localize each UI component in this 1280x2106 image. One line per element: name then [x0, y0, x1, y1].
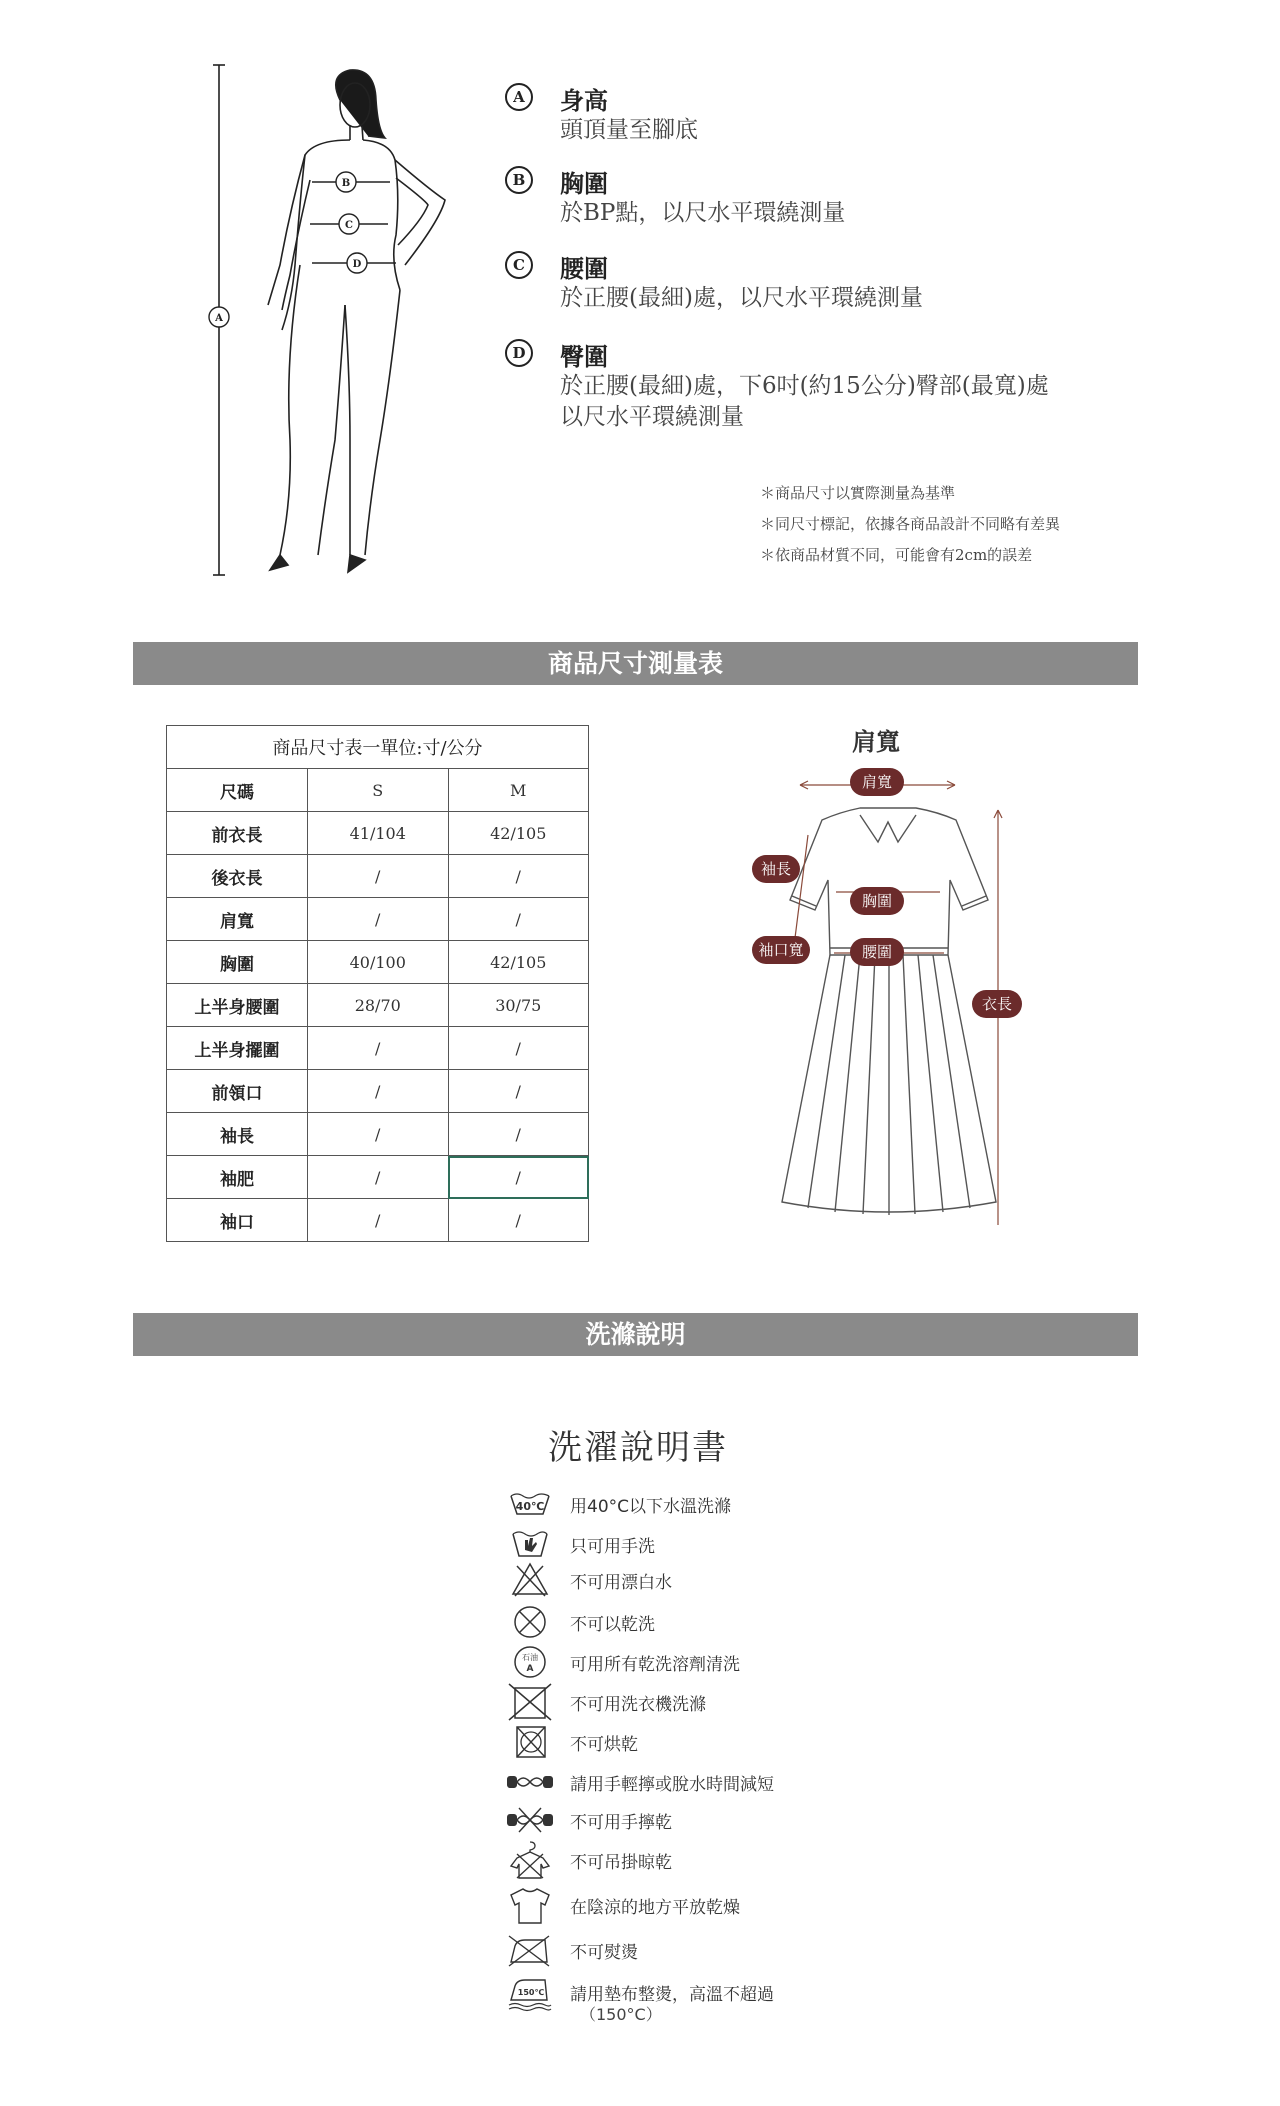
note-line: ＊同尺寸標記，依據各商品設計不同略有差異 [760, 515, 1061, 533]
figure-mark-c: C [345, 220, 353, 231]
care-text: 可用所有乾洗溶劑清洗 [570, 1655, 740, 1675]
care-item [505, 1642, 835, 1682]
cell-m: 42/105 [448, 812, 589, 855]
tag-chest: 胸圍 [850, 887, 904, 915]
no-bleach-icon [505, 1560, 555, 1600]
solvent-mark: 石油 [522, 1653, 538, 1662]
size-table-caption: 商品尺寸表一單位:寸/公分 [167, 726, 589, 769]
care-item [505, 1722, 835, 1762]
care-item [505, 1524, 835, 1564]
row-label: 袖肥 [167, 1156, 308, 1199]
cell-s: 40/100 [308, 941, 449, 984]
care-text: 不可熨燙 [570, 1943, 638, 1963]
care-text: 不可烘乾 [570, 1735, 638, 1755]
letter-marker: A [505, 83, 533, 111]
figure-mark-b: B [341, 178, 351, 189]
care-text: 請用手輕擰或脫水時間減短 [570, 1775, 774, 1795]
size-section-header: 商品尺寸測量表 [133, 642, 1138, 685]
dry-clean-solvent-icon [505, 1642, 555, 1682]
guide-item-title: 身高 [560, 86, 608, 115]
wash-40c-mark: 40℃ [515, 1500, 545, 1513]
row-label: 胸圍 [167, 941, 308, 984]
gentle-wring-icon [505, 1762, 555, 1802]
care-item [505, 1840, 835, 1880]
care-subtext: （150°C） [580, 2005, 662, 2024]
wash-40c-icon [505, 1484, 555, 1524]
guide-item-desc: 於正腰(最細)處，下6吋(約15公分)臀部(最寬)處 [560, 373, 1049, 399]
guide-item-desc-2: 以尺水平環繞測量 [560, 404, 744, 430]
care-item [505, 1602, 835, 1642]
table-row [167, 941, 589, 984]
figure-mark-a: A [215, 313, 223, 324]
cell-m: 42/105 [448, 941, 589, 984]
header-cell: S [308, 769, 449, 812]
row-label: 肩寬 [167, 898, 308, 941]
care-text: 不可用洗衣機洗滌 [570, 1695, 706, 1715]
iron-with-cloth-icon [505, 1972, 555, 2012]
tag-shoulder-width: 肩寬 [850, 768, 904, 796]
row-label: 後衣長 [167, 855, 308, 898]
tag-sleeve-length: 袖長 [752, 855, 800, 883]
care-text: 不可用手擰乾 [570, 1813, 672, 1833]
row-label: 袖口 [167, 1199, 308, 1242]
guide-item-desc: 於正腰(最細)處，以尺水平環繞測量 [560, 285, 923, 311]
table-row [167, 812, 589, 855]
care-heading: 洗濯說明書 [548, 1428, 728, 1468]
no-iron-icon [505, 1930, 555, 1970]
cell-s: / [308, 1027, 449, 1070]
body-figure-illustration [200, 60, 460, 580]
table-row [167, 1199, 589, 1242]
table-row [167, 898, 589, 941]
cell-m: / [448, 1199, 589, 1242]
dry-flat-shade-icon [505, 1885, 555, 1925]
cell-m: 30/75 [448, 984, 589, 1027]
table-row [167, 1156, 589, 1199]
cell-s: / [308, 1199, 449, 1242]
cell-s: 41/104 [308, 812, 449, 855]
care-section-header: 洗滌說明 [133, 1313, 1138, 1356]
table-row [167, 1027, 589, 1070]
cell-m: / [448, 1027, 589, 1070]
row-label: 前衣長 [167, 812, 308, 855]
size-table-header-row [167, 769, 589, 812]
header-cell: 尺碼 [167, 769, 308, 812]
care-text: 在陰涼的地方平放乾燥 [570, 1898, 740, 1918]
row-label: 上半身擺圍 [167, 1027, 308, 1070]
care-text: 只可用手洗 [570, 1537, 655, 1557]
figure-mark-d: D [352, 259, 362, 270]
letter-marker: C [505, 251, 533, 279]
care-item [505, 1682, 835, 1722]
tag-waist: 腰圍 [850, 938, 904, 966]
cell-s: / [308, 1113, 449, 1156]
care-item [505, 1762, 835, 1802]
care-item [505, 1972, 835, 2022]
note-line: ＊商品尺寸以實際測量為基準 [760, 484, 956, 502]
cell-s: 28/70 [308, 984, 449, 1027]
no-machine-wash-icon [505, 1682, 555, 1722]
care-text: 不可吊掛晾乾 [570, 1853, 672, 1873]
solvent-mark-letter: A [526, 1664, 534, 1674]
care-item [505, 1930, 835, 1970]
cell-s: / [308, 855, 449, 898]
care-item [505, 1800, 835, 1840]
care-text: 不可用漂白水 [570, 1573, 672, 1593]
cell-s: / [308, 898, 449, 941]
note-line: ＊依商品材質不同，可能會有2cm的誤差 [760, 546, 1033, 564]
cell-s: / [308, 1070, 449, 1113]
cell-m: / [448, 898, 589, 941]
no-wring-icon [505, 1800, 555, 1840]
cell-m: / [448, 1113, 589, 1156]
guide-item-desc: 頭頂量至腳底 [560, 117, 698, 143]
table-row [167, 1113, 589, 1156]
cell-m: / [448, 855, 589, 898]
guide-item-title: 腰圍 [560, 254, 608, 283]
care-item [505, 1484, 835, 1524]
size-table [166, 725, 589, 1242]
guide-item-title: 胸圍 [560, 169, 608, 198]
care-item [505, 1560, 835, 1600]
no-dry-clean-icon [505, 1602, 555, 1642]
care-text: 不可以乾洗 [570, 1615, 655, 1635]
cell-s: / [308, 1156, 449, 1199]
care-item [505, 1885, 835, 1925]
dress-diagram-title: 肩寬 [852, 727, 900, 756]
hand-wash-icon [505, 1524, 555, 1564]
iron-temp-mark: 150℃ [517, 1988, 545, 1997]
letter-marker: D [505, 339, 533, 367]
row-label: 上半身腰圍 [167, 984, 308, 1027]
cell-m: / [448, 1070, 589, 1113]
table-row [167, 1070, 589, 1113]
care-text: 用40°C以下水溫洗滌 [570, 1497, 732, 1517]
care-text: 請用墊布整燙，高溫不超過 [570, 1985, 774, 2005]
cell-m-selected[interactable]: / [448, 1156, 589, 1199]
letter-marker: B [505, 166, 533, 194]
no-tumble-dry-icon [505, 1722, 555, 1762]
guide-item-title: 臀圍 [560, 342, 608, 371]
tag-length: 衣長 [972, 990, 1022, 1018]
header-cell: M [448, 769, 589, 812]
table-row [167, 855, 589, 898]
no-hang-dry-icon [505, 1840, 555, 1880]
row-label: 袖長 [167, 1113, 308, 1156]
row-label: 前領口 [167, 1070, 308, 1113]
table-row [167, 984, 589, 1027]
tag-cuff-width: 袖口寬 [752, 936, 810, 964]
guide-item-desc: 於BP點，以尺水平環繞測量 [560, 200, 846, 226]
